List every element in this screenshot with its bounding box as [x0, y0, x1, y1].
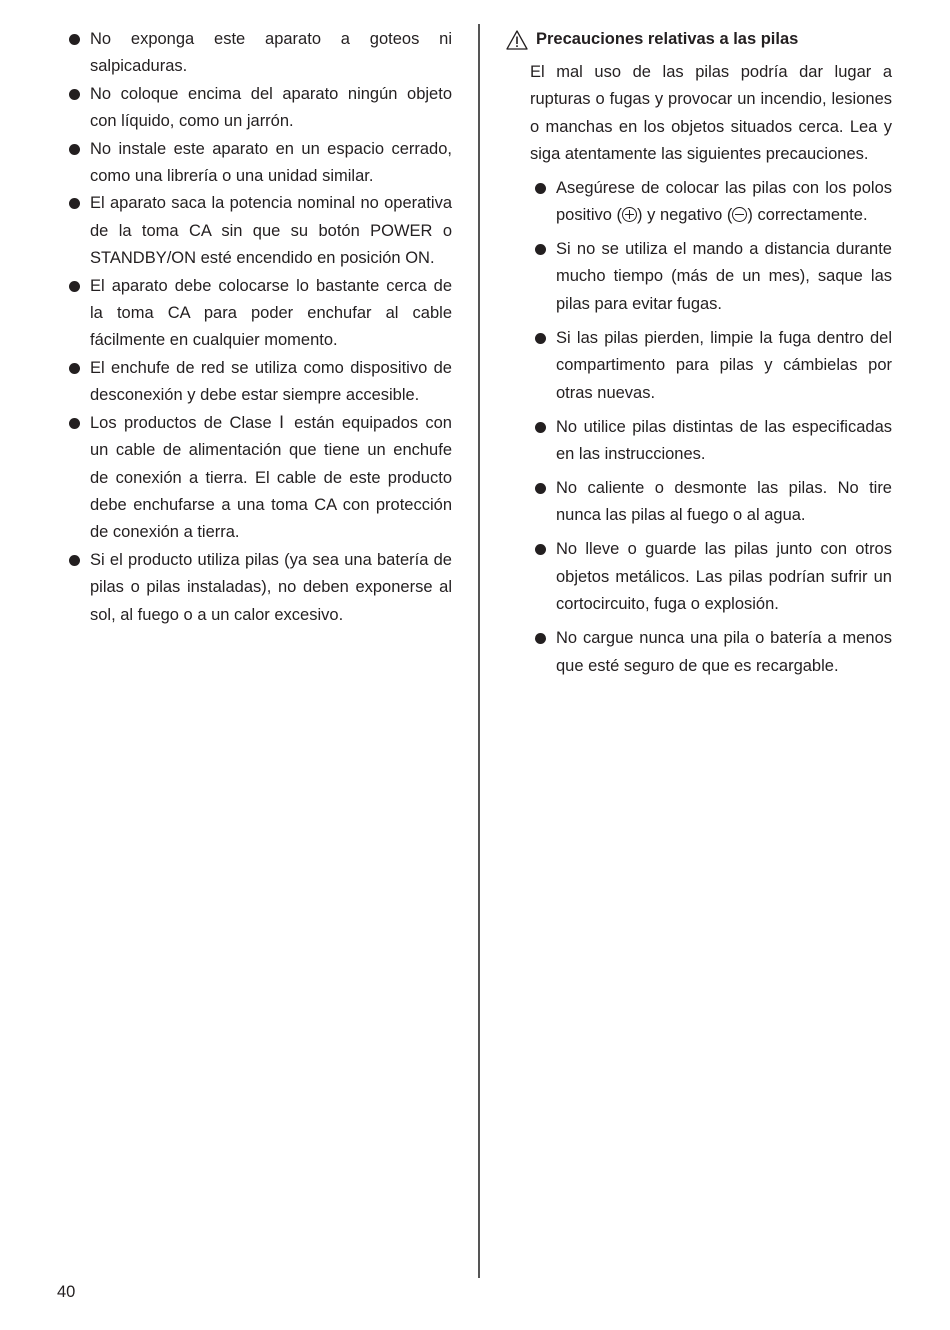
list-item [530, 475, 892, 530]
list-item [66, 190, 452, 272]
bullet-icon [535, 544, 546, 555]
list-item [66, 136, 452, 191]
list-item-text: No cargue nunca una pila o batería a menos que esté seguro de que es recargable. [556, 629, 892, 675]
list-item-text: El aparato debe colocarse lo bastante cerca de la toma CA para poder enchufar al cable fácilmente en cualquier momento. [90, 276, 452, 350]
list-item-text: Si no se utiliza el mando a distancia durante mucho tiempo (más de un mes), saque las pilas para evitar fugas. [556, 240, 892, 313]
bullet-icon [69, 34, 80, 45]
safety-list [66, 26, 452, 629]
bullet-icon [535, 633, 546, 644]
list-item-text: No exponga este aparato a goteos ni salpicaduras. [90, 30, 452, 76]
left-column [66, 26, 452, 629]
column-divider [478, 24, 480, 1278]
bullet-icon [69, 198, 80, 209]
list-item-text: No caliente o desmonte las pilas. No tire nunca las pilas al fuego o al agua. [556, 479, 892, 525]
bullet-icon [69, 418, 80, 429]
section-heading-text: Precauciones relativas a las pilas [536, 30, 799, 48]
list-item [530, 414, 892, 469]
bullet-icon [69, 281, 80, 292]
list-item-text: Si el producto utiliza pilas (ya sea una batería de pilas o pilas instaladas), no deben exponerse al sol, al fuego o a un calor excesivo. [90, 550, 452, 624]
list-item [530, 325, 892, 407]
list-item-text: No coloque encima del aparato ningún objeto con líquido, como un jarrón. [90, 84, 452, 131]
list-item [66, 273, 452, 355]
list-item-text: No lleve o guarde las pilas junto con otros objetos metálicos. Las pilas podrían sufrir un cortocircuito, fuga o explosión. [556, 540, 892, 614]
intro-paragraph: El mal uso de las pilas podría dar lugar a rupturas o fugas y provocar un incendio, lesiones o manchas en los objetos situados cerca. Lea y siga atentamente las siguientes precauciones. [530, 63, 892, 164]
bullet-icon [69, 363, 80, 374]
bullet-icon [69, 144, 80, 155]
page-number: 40 [57, 1283, 76, 1301]
list-item-text: Si las pilas pierden, limpie la fuga dentro del compartimento para pilas y cámbielas por otras nuevas. [556, 328, 892, 402]
bullet-icon [69, 89, 80, 100]
bullet-icon [535, 183, 546, 194]
negative-polarity-icon [732, 207, 747, 222]
list-item-text: No utilice pilas distintas de las especificadas en las instrucciones. [556, 417, 892, 464]
list-item [66, 547, 452, 629]
list-item-text: Los productos de Clase Ⅰ están equipados con un cable de alimentación que tiene un enchufe de conexión a tierra. El cable de este producto debe enchufarse a una toma CA con protección de conexión a tierra. [90, 413, 452, 542]
right-column [506, 26, 892, 687]
polarity-text-2: ) y negativo ( [637, 206, 733, 225]
list-item [530, 625, 892, 680]
bullet-icon [69, 555, 80, 566]
list-item [530, 236, 892, 318]
polarity-text-3: ) correctamente. [747, 206, 868, 225]
polarity-text-1: Asegúrese de colocar las pilas con los polos positivo ( [556, 178, 892, 225]
list-item [66, 26, 452, 81]
bullet-icon [535, 483, 546, 494]
list-item-text: El enchufe de red se utiliza como dispositivo de desconexión y debe estar siempre accesible. [90, 358, 452, 405]
bullet-icon [535, 244, 546, 255]
list-item [66, 81, 452, 136]
warning-icon [506, 30, 528, 50]
list-item [66, 355, 452, 410]
list-item [530, 536, 892, 618]
battery-precautions-list [530, 175, 892, 680]
bullet-icon [535, 422, 546, 433]
list-item [530, 175, 892, 230]
list-item-text: No instale este aparato en un espacio cerrado, como una librería o una unidad similar. [90, 139, 452, 186]
section-heading [506, 26, 892, 53]
bullet-icon [535, 333, 546, 344]
list-item [66, 410, 452, 547]
list-item-text: El aparato saca la potencia nominal no operativa de la toma CA sin que su botón POWER o STANDBY/ON esté encendido en posición ON. [90, 194, 452, 268]
positive-polarity-icon [622, 207, 637, 222]
